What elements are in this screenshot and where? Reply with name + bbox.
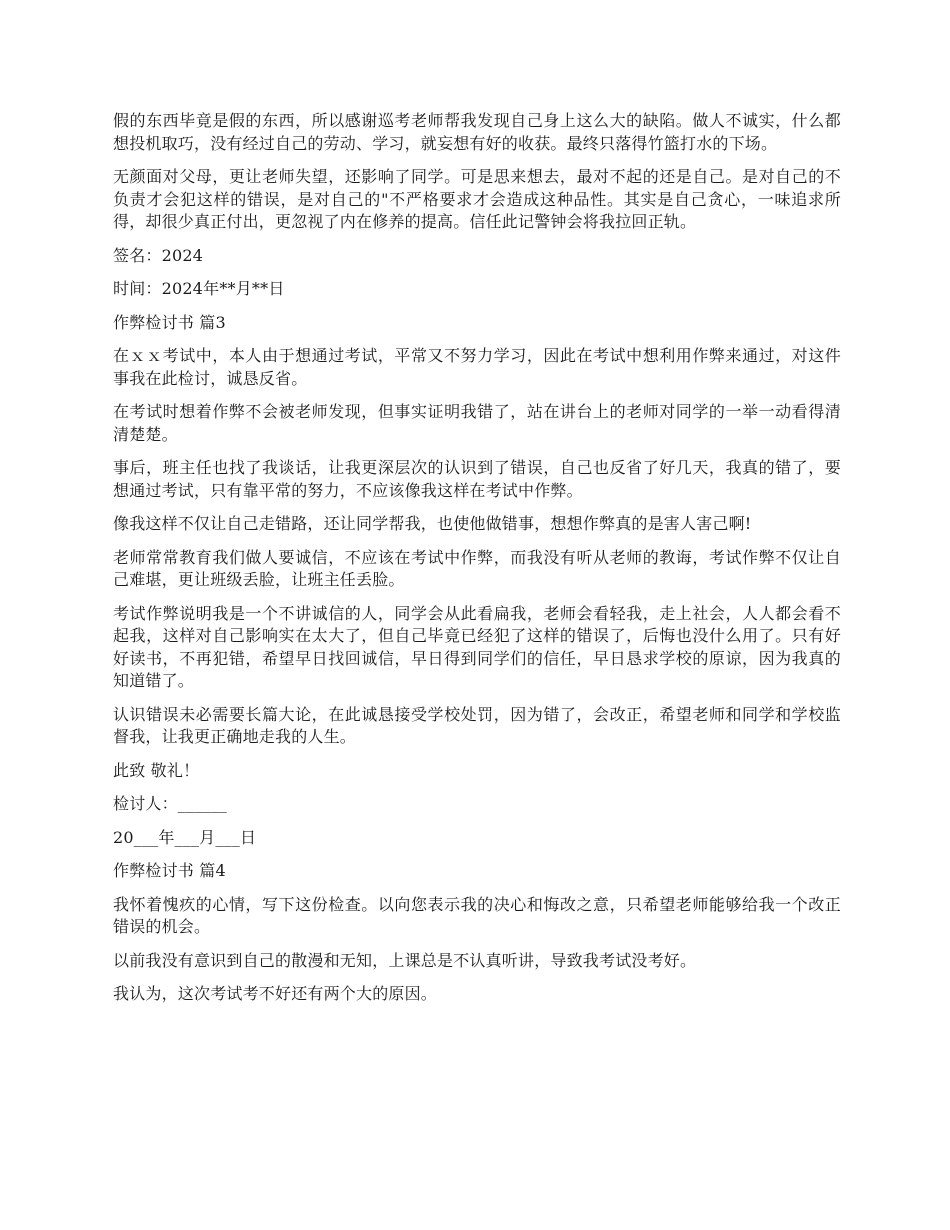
paragraph-4: 在考试时想着作弊不会被老师发现，但事实证明我错了，站在讲台上的老师对同学的一举一动看得清清楚楚。 xyxy=(113,402,841,444)
date-blank-line: 20___年___月___日 xyxy=(113,827,257,847)
paragraph-9: 认识错误未必需要长篇大论，在此诚恳接受学校处罚，因为错了，会改正，希望老师和同学和学校监督我，让我更正确地走我的人生。 xyxy=(113,704,841,746)
paragraph-6: 像我这样不仅让自己走错路，还让同学帮我，也使他做错事，想想作弊真的是害人害己啊! xyxy=(113,514,752,533)
paragraph-12: 我认为，这次考试考不好还有两个大的原因。 xyxy=(113,984,438,1003)
paragraph-3: 在ｘｘ考试中，本人由于想通过考试，平常又不努力学习，因此在考试中想利用作弊来通过，对这件事我在此检讨，诚恳反省。 xyxy=(113,346,841,388)
date-line: 时间：2024年**月**日 xyxy=(113,279,285,298)
paragraph-8: 考试作弊说明我是一个不讲诚信的人，同学会从此看扁我，老师会看轻我，走上社会，人人都会看不起我，这样对自己影响实在太大了，但自己毕竟已经犯了这样的错误了，后悔也没什么用了。只有好好读书，不再犯错，希望早日找回诚信，早日得到同学们的信任，早日恳求学校的原谅，因为我真的知道错了。 xyxy=(113,603,841,690)
paragraph-1: 假的东西毕竟是假的东西，所以感谢巡考老师帮我发现自己身上这么大的缺陷。做人不诚实，什么都想投机取巧，没有经过自己的劳动、学习，就妄想有好的收获。最终只落得竹篮打水的下场。 xyxy=(113,111,841,153)
document-page xyxy=(113,110,841,1017)
paragraph-11: 以前我没有意识到自己的散漫和无知，上课总是不认真听讲，导致我考试没考好。 xyxy=(113,950,697,970)
paragraph-2: 无颜面对父母，更让老师失望，还影响了同学。可是思来想去，最对不起的还是自己。是对自己的不负责才会犯这样的错误，是对自己的"不严格要求才会造成这种品性。其实是自己贪心，一味追求所得，却很少真正付出，更忽视了内在修养的提高。信任此记警钟会将我拉回正轨。 xyxy=(113,167,841,231)
section-heading-4: 作弊检讨书 篇4 xyxy=(113,861,226,880)
signature-line: 签名：2024 xyxy=(113,245,204,265)
salutation: 此致 敬礼！ xyxy=(113,760,200,780)
section-heading-3: 作弊检讨书 篇3 xyxy=(113,312,226,332)
paragraph-7: 老师常常教育我们做人要诚信，不应该在考试中作弊，而我没有听从老师的教诲，考试作弊不仅让自己难堪，更让班级丢脸，让班主任丢脸。 xyxy=(113,547,841,589)
paragraph-5: 事后，班主任也找了我谈话，让我更深层次的认识到了错误，自己也反省了好几天，我真的错了，要想通过考试，只有靠平常的努力，不应该像我这样在考试中作弊。 xyxy=(113,458,841,500)
reviewer-line: 检讨人：______ xyxy=(113,794,228,813)
paragraph-10: 我怀着愧疚的心情，写下这份检查。以向您表示我的决心和悔改之意，只希望老师能够给我一个改正错误的机会。 xyxy=(113,894,841,936)
